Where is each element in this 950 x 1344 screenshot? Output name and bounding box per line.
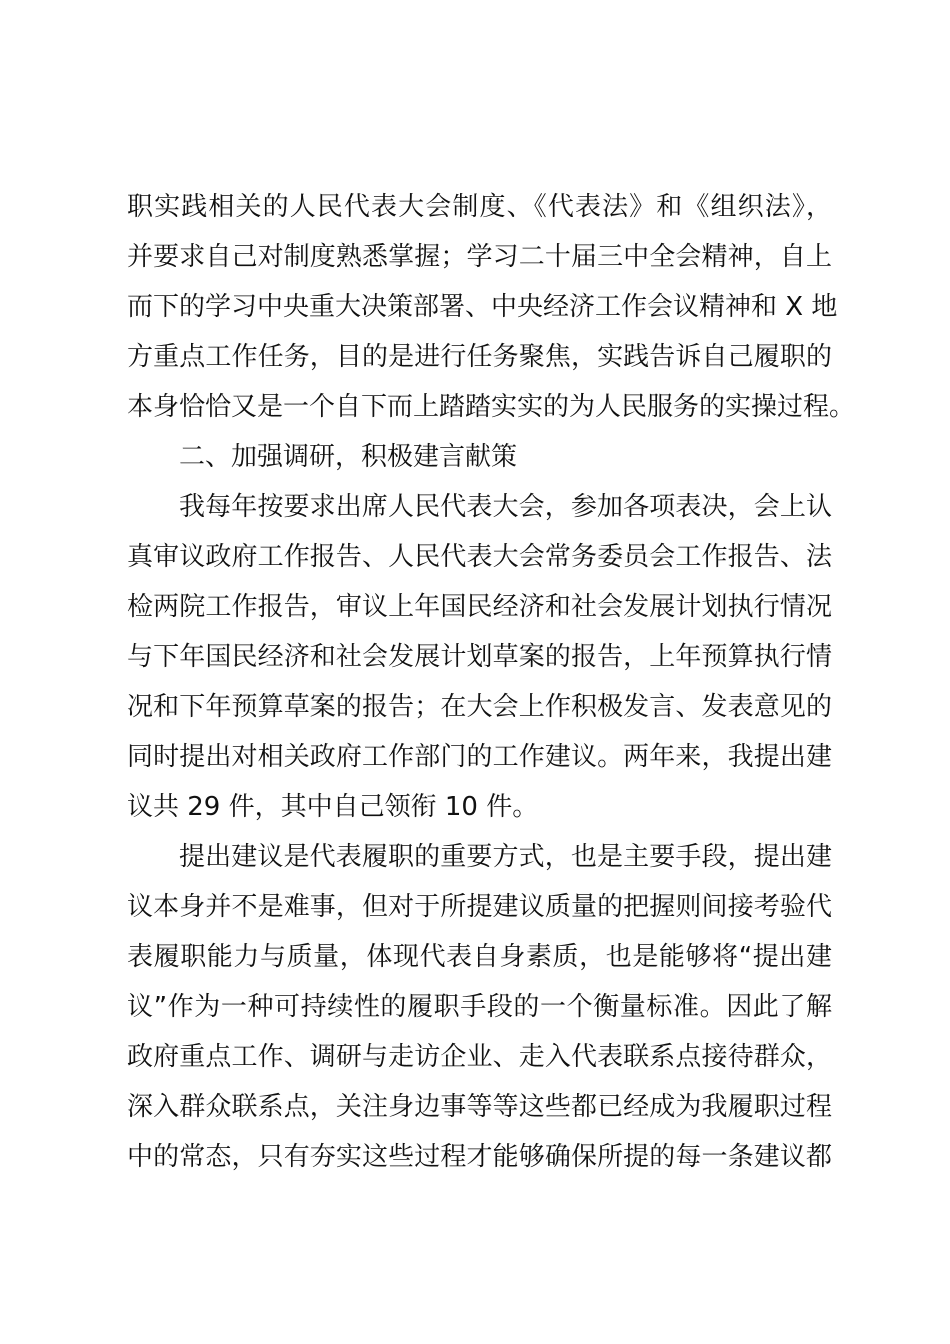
paragraph-line: 同时提出对相关政府工作部门的工作建议。两年来，我提出建 [127,742,832,772]
paragraph-line: 而下的学习中央重大决策部署、中央经济工作会议精神和 X 地 [127,292,838,322]
paragraph-line: 本身恰恰又是一个自下而上踏踏实实的为人民服务的实操过程。 [127,392,856,422]
paragraph-line: 议共 29 件，其中自己领衔 10 件。 [127,792,539,822]
paragraph-line: 表履职能力与质量，体现代表自身素质，也是能够将“提出建 [127,942,832,972]
paragraph-line: 中的常态，只有夯实这些过程才能够确保所提的每一条建议都 [127,1142,832,1172]
section-heading: 二、加强调研，积极建言献策 [179,442,518,472]
paragraph-3 [127,832,832,1182]
paragraph-line: 政府重点工作、调研与走访企业、走入代表联系点接待群众， [127,1042,832,1072]
paragraph-line: 真审议政府工作报告、人民代表大会常务委员会工作报告、法 [127,542,832,572]
paragraph-line: 我每年按要求出席人民代表大会，参加各项表决，会上认 [179,492,832,522]
paragraph-line: 议”作为一种可持续性的履职手段的一个衡量标准。因此了解 [127,992,832,1022]
paragraph-line: 方重点工作任务，目的是进行任务聚焦，实践告诉自己履职的 [127,342,832,372]
paragraph-line: 况和下年预算草案的报告；在大会上作积极发言、发表意见的 [127,692,832,722]
paragraph-2 [127,482,832,832]
paragraph-line: 与下年国民经济和社会发展计划草案的报告，上年预算执行情 [127,642,832,672]
paragraph-line: 提出建议是代表履职的重要方式，也是主要手段，提出建 [179,842,832,872]
paragraph-line: 深入群众联系点，关注身边事等等这些都已经成为我履职过程 [127,1092,832,1122]
paragraph-line: 议本身并不是难事，但对于所提建议质量的把握则间接考验代 [127,892,832,922]
paragraph-line: 检两院工作报告，审议上年国民经济和社会发展计划执行情况 [127,592,832,622]
document-body [127,182,856,1182]
paragraph-line: 职实践相关的人民代表大会制度、《代表法》和《组织法》， [127,192,832,222]
paragraph-1 [127,182,856,432]
paragraph-line: 并要求自己对制度熟悉掌握；学习二十届三中全会精神，自上 [127,242,832,272]
